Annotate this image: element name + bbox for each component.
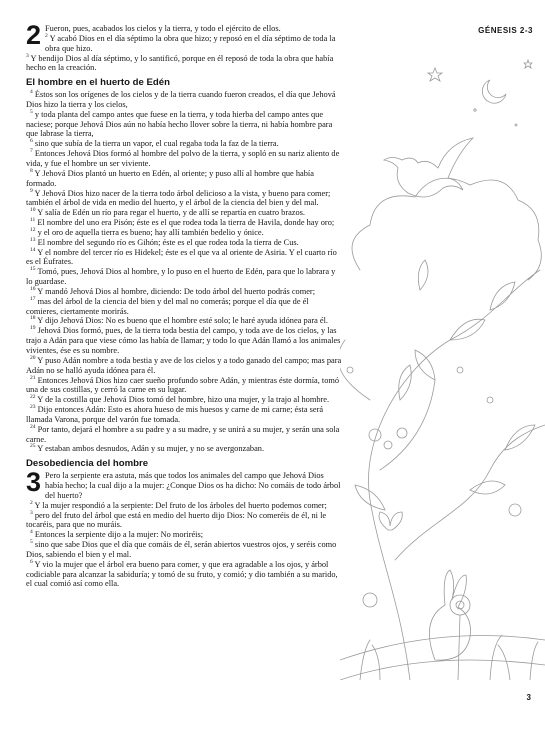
verse [26, 90, 342, 110]
verse-number: 6 [30, 138, 33, 145]
moon-icon [482, 80, 506, 103]
verse-text: Entonces Jehová Dios hizo caer sueño profundo sobre Adán, y mientras éste dormía, tomó una de sus costillas, y cerró la carne en su lugar. [26, 375, 340, 395]
chapter-number: 3 [26, 467, 42, 498]
verse [26, 248, 342, 268]
verse-number: 20 [30, 355, 36, 362]
verse-number: 4 [30, 529, 33, 536]
leaf [418, 260, 428, 290]
dove-icon [384, 138, 473, 197]
verse-text: Entonces Jehová Dios formó al hombre del polvo de la tierra, y sopló en su nariz aliento de vida, y fue el hombre un ser viviente. [26, 149, 340, 168]
verse-text: Y estaban ambos desnudos, Adán y su mujer, y no se avergonzaban. [37, 444, 265, 454]
verse-number: 15 [30, 266, 36, 273]
verse [26, 316, 342, 326]
verse-text: Y de la costilla que Jehová Dios tomó del hombre, hizo una mujer, y la trajo al hombre. [37, 395, 330, 405]
verse-1-text: Pero la serpiente era astuta, más que todos los animales del campo que Jehová Dios había hecho; la cual dijo a la mujer: ¿Conque Dios os ha dicho: No comáis de todo árbol del huerto? [45, 471, 341, 500]
verse [26, 540, 342, 560]
verse-number: 2 [45, 33, 48, 40]
verse-number: 5 [30, 539, 33, 546]
verse-text: Y vio la mujer que el árbol era bueno para comer, y que era agradable a los ojos, y árbol codiciable para alcanzar la sabiduría; y tomó de su fruto, y comió; y dio también a su marido, el cual comió así como ella. [26, 559, 338, 589]
cloud [352, 178, 541, 280]
verse [26, 501, 342, 511]
verse-number: 4 [30, 89, 33, 96]
verse-number: 16 [30, 286, 36, 293]
leaf [505, 425, 535, 450]
verse-number: 21 [30, 374, 36, 381]
verse [26, 444, 342, 454]
vine [395, 425, 545, 560]
verse [26, 530, 342, 540]
verse-text: y el oro de aquella tierra es bueno; hay allí también bedelio y ónice. [37, 227, 264, 237]
verse [26, 110, 342, 140]
section-heading: Desobediencia del hombre [26, 458, 149, 470]
leaf [399, 365, 412, 400]
flower-icon [450, 595, 470, 615]
verse [26, 425, 342, 445]
flower-icon [509, 504, 521, 516]
verse-number: 3 [30, 509, 33, 516]
verse-number: 23 [30, 404, 36, 411]
verse-number: 12 [30, 227, 36, 234]
verse-number: 2 [30, 499, 33, 506]
chapter-3-opening [26, 467, 342, 501]
chapter-2-opening [26, 20, 342, 73]
verse-text: pero del fruto del árbol que está en medio del huerto dijo Dios: No comeréis de él, ni le tocaréis, para que no muráis. [26, 510, 327, 530]
verse [26, 208, 342, 218]
verse [26, 376, 342, 396]
verse-number: 24 [30, 423, 36, 430]
page-number: 3 [526, 693, 531, 702]
leaf [490, 282, 515, 310]
verse [26, 139, 342, 149]
verse-number: 13 [30, 236, 36, 243]
verse-text: y toda planta del campo antes que fuese en la tierra, y toda hierba del campo antes que naciese; porque Jehová Dios aún no había hecho llover sobre la tierra, ni había hombre para que labrase la tierra, [26, 109, 333, 139]
flower-icon [363, 593, 377, 607]
verse-number: 9 [30, 187, 33, 194]
fruit [347, 367, 353, 373]
butterfly-icon [379, 512, 402, 530]
verse-1-text: Fueron, pues, acabados los cielos y la tierra, y todo el ejército de ellos. [45, 24, 281, 33]
verse [26, 326, 342, 356]
chapter-3-verses [26, 501, 342, 590]
verse-number: 14 [30, 246, 36, 253]
verse-text: Por tanto, dejará el hombre a su padre y a su madre, y se unirá a su mujer, y serán una sola carne. [26, 424, 340, 444]
verse-text: El nombre del segundo río es Gihón; éste es el que rodea toda la tierra de Cus. [37, 237, 299, 247]
verse-text: Y dijo Jehová Dios: No es bueno que el hombre esté solo; le haré ayuda idónea para él. [37, 316, 328, 326]
verse [26, 218, 342, 228]
verse-text: Éstos son los orígenes de los cielos y de la tierra cuando fueron creados, el día que Jehová Dios hizo la tierra y los cielos, [26, 90, 336, 109]
verse-text: sino que subía de la tierra un vapor, el cual regaba toda la faz de la tierra. [34, 139, 279, 149]
verse-number: 7 [30, 148, 33, 155]
verse [26, 511, 342, 531]
verse [26, 169, 342, 189]
verse-text: Tomó, pues, Jehová Dios al hombre, y lo puso en el huerto de Edén, para que lo labrara y lo guardase. [26, 267, 336, 287]
verse-text: Y bendijo Dios al día séptimo, y lo santificó, porque en él reposó de toda la obra que había hecho en la creación. [26, 53, 334, 73]
leaf [415, 350, 435, 380]
verse-text: Y la mujer respondió a la serpiente: Del fruto de los árboles del huerto podemos comer; [34, 500, 327, 510]
verse [26, 189, 342, 209]
verse-text: mas del árbol de la ciencia del bien y del mal no comerás; porque el día que de él comieres, ciertamente morirás. [26, 296, 309, 316]
verse-number: 11 [30, 217, 36, 224]
verse [26, 267, 342, 287]
verse-number: 10 [30, 207, 36, 214]
verse-text: sino que sabe Dios que el día que comáis de él, serán abiertos vuestros ojos, y seréis como Dios, sabiendo el bien y el mal. [26, 540, 337, 559]
verse-text: Y Jehová Dios hizo nacer de la tierra todo árbol delicioso a la vista, y bueno para comer; también el árbol de vida en medio del huerto, y el árbol de la ciencia del bien y del mal. [26, 188, 331, 208]
verse [26, 149, 342, 169]
vine [340, 340, 370, 400]
grass [360, 635, 538, 680]
verse-text: Y puso Adán nombre a toda bestia y ave de los cielos y a todo ganado del campo; mas para Adán no se halló ayuda idónea para él. [26, 355, 342, 375]
verse [26, 405, 342, 425]
text-column [26, 20, 342, 589]
verse-text: Dijo entonces Adán: Esto es ahora hueso de mis huesos y carne de mi carne; ésta será llamada Varona, porque del varón fue tomada. [26, 405, 324, 424]
fruit [397, 428, 407, 438]
verse-number: 22 [30, 394, 36, 401]
verse [26, 228, 342, 238]
verse [26, 356, 342, 376]
fruit [487, 397, 493, 403]
running-head: GÉNESIS 2-3 [478, 26, 533, 35]
leaf [470, 481, 505, 494]
verse [26, 287, 342, 297]
hill [340, 636, 545, 661]
rabbit-icon [429, 570, 470, 660]
vine [368, 270, 540, 680]
chapter-2-verses [26, 90, 342, 454]
verse-text: Jehová Dios formó, pues, de la tierra toda bestia del campo, y toda ave de los cielos, y las trajo a Adán para que viese cómo las había de llamar; y todo lo que Adán llamó a los animales vivientes, ése es su nombre. [26, 326, 341, 355]
verse-number: 19 [30, 325, 36, 332]
verse [26, 560, 342, 590]
section-heading: El hombre en el huerto de Edén [26, 77, 170, 89]
verse [26, 238, 342, 248]
verse-number: 5 [30, 108, 33, 115]
verse-text: Y el nombre del tercer río es Hidekel; éste es el que va al oriente de Asiria. Y el cuarto río es el Éufrates. [26, 247, 337, 267]
verse-text: Y acabó Dios en el día séptimo la obra que hizo; y reposó en el día séptimo de toda la obra que hizo. [45, 33, 336, 53]
verse-text: Y Jehová Dios plantó un huerto en Edén, al oriente; y puso allí al hombre que había formado. [26, 168, 314, 188]
verse-text: El nombre del uno era Pisón; éste es el que rodea toda la tierra de Havila, donde hay oro; [37, 218, 335, 228]
verse-number: 18 [30, 315, 36, 322]
verse-text: Entonces la serpiente dijo a la mujer: No moriréis; [34, 530, 204, 540]
verse-number: 25 [30, 443, 36, 450]
star-icon [428, 68, 442, 81]
verse-number: 6 [30, 558, 33, 565]
chapter-number: 2 [26, 20, 42, 50]
verse-number: 17 [30, 296, 36, 302]
verse [26, 297, 342, 317]
verse-text: Y salía de Edén un río para regar el huerto, y de allí se repartía en cuatro brazos. [37, 208, 306, 218]
verse [26, 395, 342, 405]
verse-text: Y mandó Jehová Dios al hombre, diciendo: De todo árbol del huerto podrás comer; [37, 286, 316, 296]
garden-illustration [340, 40, 545, 680]
verse-number: 3 [26, 52, 29, 59]
star-icon [524, 60, 532, 68]
fruit [384, 441, 392, 449]
fruit [457, 367, 463, 373]
vine [380, 380, 435, 470]
verse-number: 8 [30, 168, 33, 175]
